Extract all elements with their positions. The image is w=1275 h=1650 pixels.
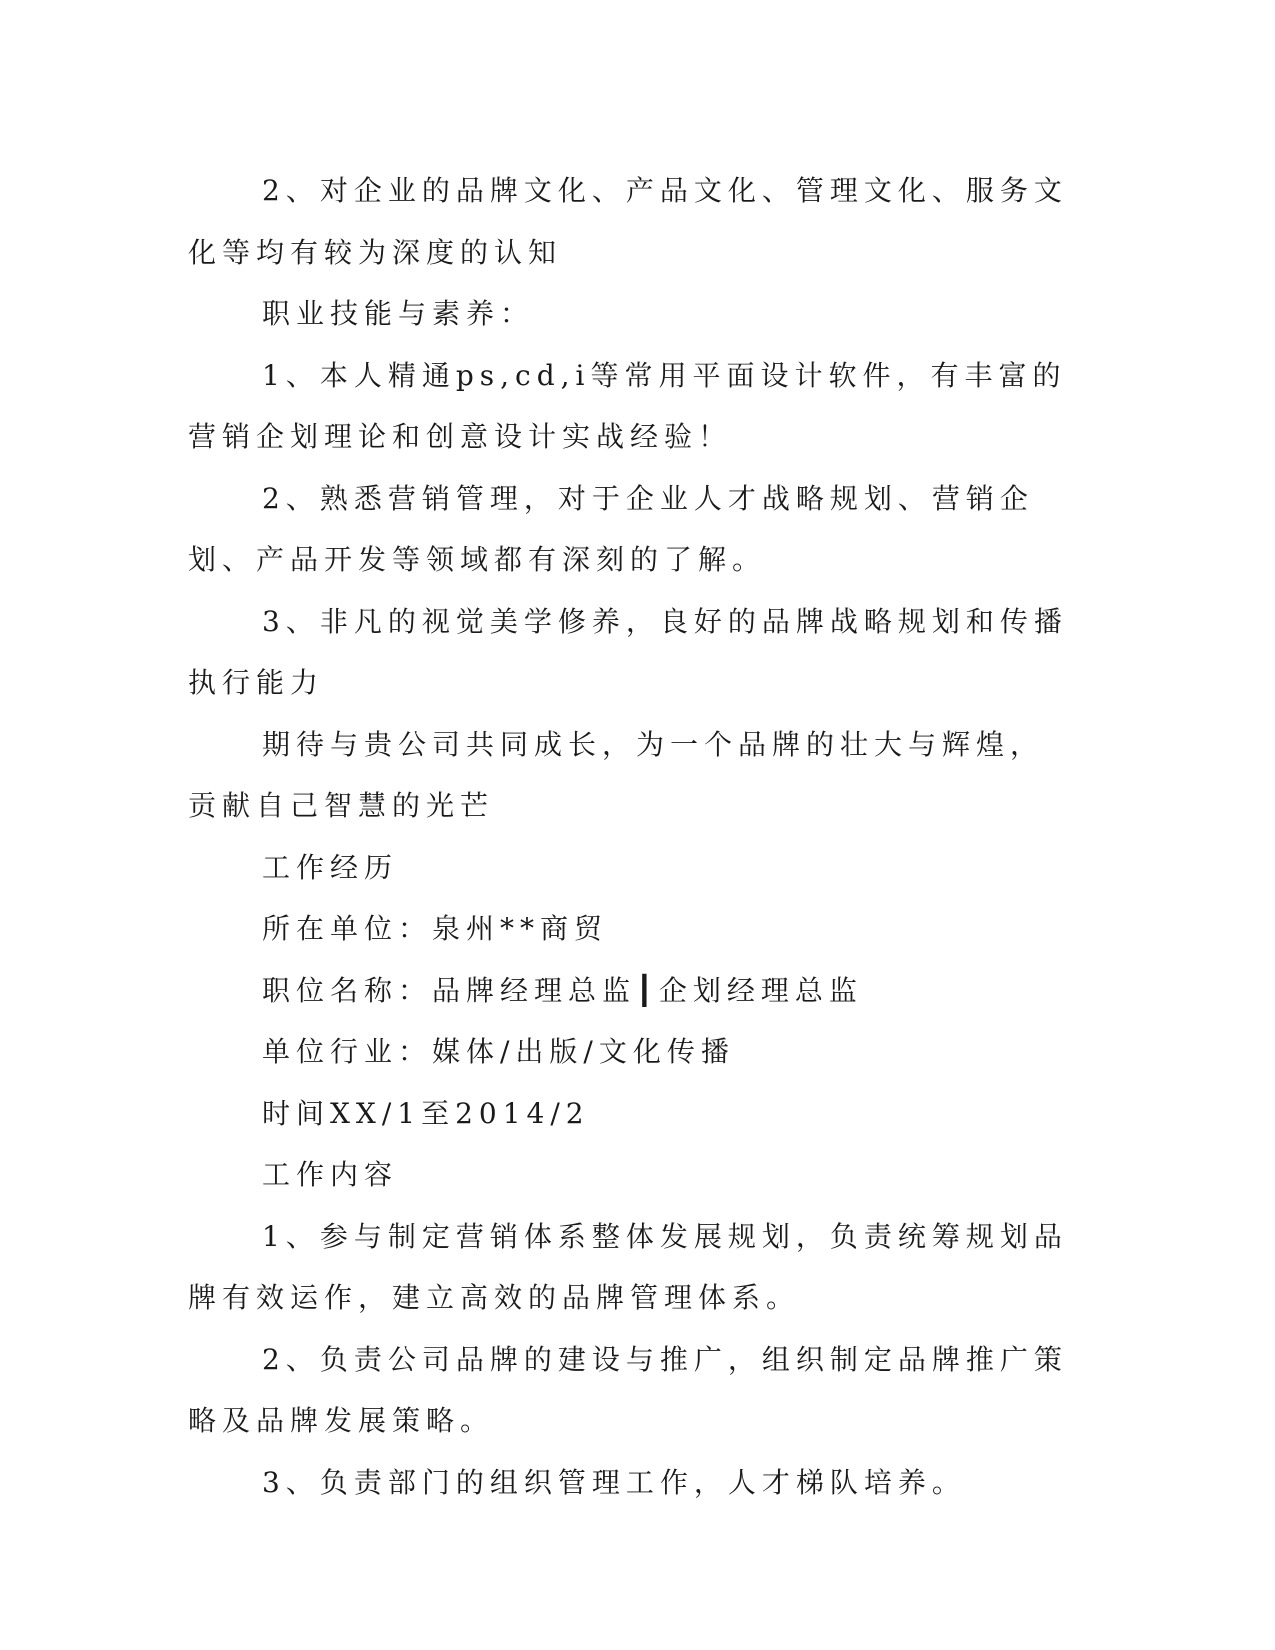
field-company: 所在单位：泉州**商贸 (262, 912, 609, 945)
heading-work-experience: 工作经历 (262, 850, 399, 884)
field-position: 职位名称：品牌经理总监┃企划经理总监 (262, 973, 863, 1007)
field-industry: 单位行业：媒体/出版/文化传播 (262, 1035, 735, 1068)
paragraph-skill-3: 3、非凡的视觉美学修养，良好的品牌战略规划和传播执行能力 (188, 604, 1068, 699)
heading-skills: 职业技能与素养： (262, 297, 535, 330)
paragraph-skill-2: 2、熟悉营销管理，对于企业人才战略规划、营销企划、产品开发等领域都有深刻的了解。 (188, 481, 1034, 576)
paragraph-brand-culture: 2、对企业的品牌文化、产品文化、管理文化、服务文化等均有较为深度的认知 (188, 174, 1068, 269)
document-body (188, 160, 1068, 1513)
paragraph-duty-3: 3、负责部门的组织管理工作，人才梯队培养。 (262, 1465, 966, 1499)
field-period: 时间XX/1至2014/2 (262, 1096, 590, 1130)
heading-work-content: 工作内容 (262, 1158, 399, 1191)
paragraph-skill-1: 1、本人精通ps,cd,i等常用平面设计软件，有丰富的营销企划理论和创意设计实战经验！ (188, 358, 1067, 453)
paragraph-duty-2: 2、负责公司品牌的建设与推广，组织制定品牌推广策略及品牌发展策略。 (188, 1342, 1068, 1437)
paragraph-duty-1: 1、参与制定营销体系整体发展规划，负责统筹规划品牌有效运作，建立高效的品牌管理体系。 (188, 1219, 1068, 1314)
paragraph-expectation: 期待与贵公司共同成长，为一个品牌的壮大与辉煌，贡献自己智慧的光芒 (188, 727, 1045, 822)
